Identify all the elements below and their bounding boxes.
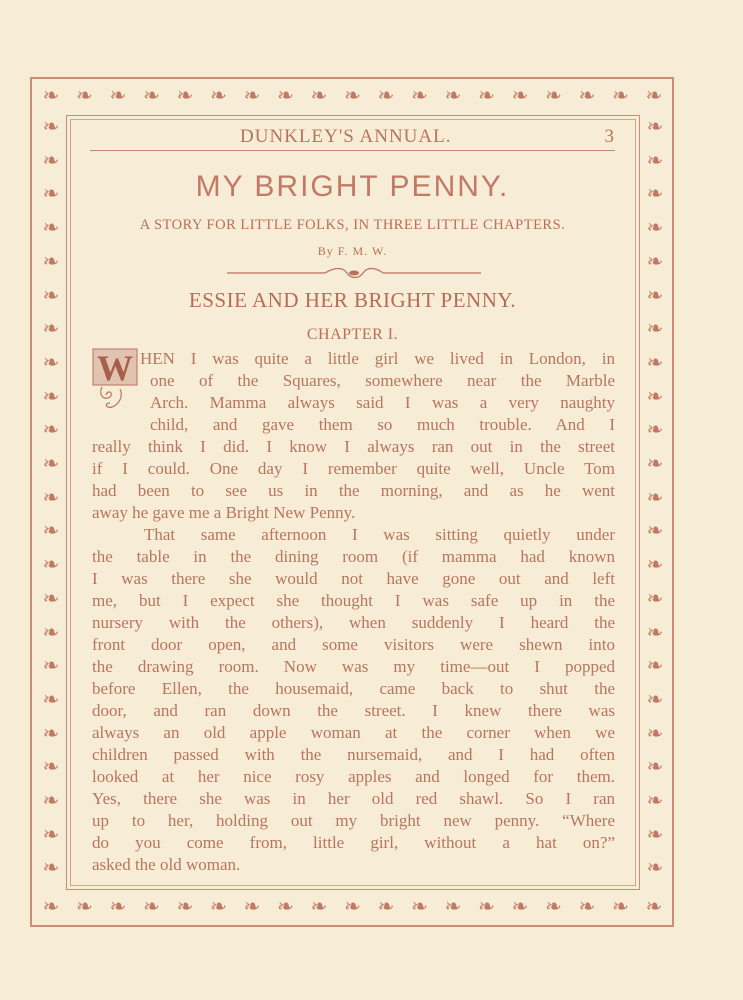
floral-vine-icon: ❧ [646,686,664,711]
floral-vine-icon: ❧ [76,83,93,107]
floral-vine-icon: ❧ [243,894,261,918]
floral-vine-icon: ❧ [444,894,462,918]
floral-vine-icon: ❧ [511,894,529,918]
floral-vine-icon: ❧ [42,653,60,678]
floral-vine-icon: ❧ [310,894,328,918]
floral-vine-icon: ❧ [646,114,664,138]
floral-vine-icon: ❧ [478,83,495,107]
floral-vine-icon: ❧ [109,894,127,918]
floral-vine-icon: ❧ [42,821,60,846]
floral-vine-icon: ❧ [42,349,60,374]
floral-vine-icon: ❧ [42,215,60,240]
floral-vine-icon: ❧ [42,484,60,509]
head-rule [90,150,615,151]
floral-vine-icon: ❧ [42,383,60,408]
floral-vine-icon: ❧ [42,894,60,918]
floral-vine-icon: ❧ [646,316,664,341]
floral-vine-icon: ❧ [42,83,60,107]
floral-vine-icon: ❧ [42,518,60,543]
floral-vine-icon: ❧ [377,894,395,918]
floral-vine-icon: ❧ [646,282,664,307]
floral-vine-icon: ❧ [344,894,361,918]
flourish-divider-icon [225,266,483,280]
floral-vine-icon: ❧ [42,114,60,138]
floral-vine-icon: ❧ [646,788,664,812]
floral-vine-icon: ❧ [646,484,664,509]
floral-vine-icon: ❧ [143,83,160,107]
floral-vine-icon: ❧ [646,552,664,577]
floral-vine-icon: ❧ [76,894,93,918]
floral-vine-icon: ❧ [612,894,629,918]
floral-vine-icon: ❧ [42,451,60,475]
floral-vine-icon: ❧ [42,720,60,745]
chapter-heading: CHAPTER I. [306,326,399,343]
floral-vine-icon: ❧ [377,83,395,107]
text-line: door, and ran down the street. I knew there was [92,701,615,720]
floral-vine-icon: ❧ [646,585,664,610]
floral-vine-icon: ❧ [42,316,60,341]
text-line: child, and gave them so much trouble. And I [150,415,615,434]
text-line: nursery with the others), when suddenly I heard the [92,613,615,632]
text-line: before Ellen, the housemaid, came back to shut the [92,679,615,698]
floral-vine-icon: ❧ [646,754,664,779]
floral-vine-icon: ❧ [545,894,562,918]
floral-vine-icon: ❧ [646,821,664,846]
floral-vine-icon: ❧ [42,585,60,610]
drop-cap-letter: W [97,348,133,388]
floral-vine-icon: ❧ [646,181,664,206]
text-line: Yes, there she was in her old red shawl. So I ran [92,789,615,808]
floral-vine-icon: ❧ [42,754,60,779]
floral-vine-icon: ❧ [42,282,60,307]
floral-vine-icon: ❧ [511,83,529,107]
floral-vine-icon: ❧ [612,83,629,107]
floral-vine-icon: ❧ [646,215,664,240]
text-line: one of the Squares, somewhere near the Marble [150,371,615,390]
text-line: Arch. Mamma always said I was a very naughty [150,393,615,412]
floral-vine-icon: ❧ [578,894,596,918]
text-line: really think I did. I know I always ran out in the street [92,437,615,456]
text-line: always an old apple woman at the corner when we [92,723,615,742]
text-line: children passed with the nursemaid, and I had often [92,745,615,764]
page-number: 3 [604,126,615,147]
floral-vine-icon: ❧ [176,894,194,918]
floral-vine-icon: ❧ [411,83,428,107]
floral-vine-icon: ❧ [42,552,60,577]
floral-vine-icon: ❧ [210,894,227,918]
story-byline: By F. M. W. [317,244,388,258]
floral-vine-icon: ❧ [143,894,160,918]
floral-vine-icon: ❧ [646,855,664,880]
floral-vine-icon: ❧ [176,83,194,107]
floral-vine-icon: ❧ [646,518,664,543]
text-line: me, but I expect she thought I was safe up in the [92,591,615,610]
floral-vine-icon: ❧ [42,248,60,273]
text-line: up to her, holding out my bright new penny. “Where [92,811,615,830]
floral-vine-icon: ❧ [277,894,294,918]
paragraph-1 [92,348,615,524]
floral-vine-icon: ❧ [42,147,60,172]
text-line: the table in the dining room (if mamma had known [92,547,615,566]
floral-vine-icon: ❧ [444,83,462,107]
running-head-title: DUNKLEY'S ANNUAL. [240,126,452,147]
floral-vine-icon: ❧ [109,83,127,107]
text-line: I was there she would not have gone out and left [92,569,615,588]
text-line: if I could. One day I remember quite well, Uncle Tom [92,459,615,478]
floral-vine-icon: ❧ [646,147,664,172]
floral-vine-icon: ❧ [646,349,664,374]
floral-vine-icon: ❧ [210,83,227,107]
floral-vine-icon: ❧ [478,894,495,918]
floral-vine-icon: ❧ [344,83,361,107]
floral-vine-icon: ❧ [42,788,60,812]
text-line: asked the old woman. [92,855,241,874]
floral-vine-icon: ❧ [545,83,562,107]
story-title: MY BRIGHT PENNY. [195,170,510,203]
floral-vine-icon: ❧ [277,83,294,107]
floral-vine-icon: ❧ [42,855,60,880]
text-line: That same afternoon I was sitting quietly under [144,525,615,544]
floral-vine-icon: ❧ [42,686,60,711]
floral-vine-icon: ❧ [243,83,261,107]
text-line: had been to see us in the morning, and as he went [92,481,615,500]
floral-vine-icon: ❧ [646,383,664,408]
floral-vine-icon: ❧ [646,417,664,442]
floral-vine-icon: ❧ [42,417,60,442]
floral-vine-icon: ❧ [411,894,428,918]
story-subtitle: A STORY FOR LITTLE FOLKS, IN THREE LITTLE CHAPTERS. [139,217,566,233]
floral-vine-icon: ❧ [645,894,663,918]
floral-vine-icon: ❧ [646,653,664,678]
floral-vine-icon: ❧ [645,83,663,107]
floral-vine-icon: ❧ [578,83,596,107]
floral-vine-icon: ❧ [646,720,664,745]
floral-vine-icon: ❧ [646,451,664,475]
floral-vine-icon: ❧ [42,619,60,644]
text-line: the drawing room. Now was my time—out I popped [92,657,615,676]
floral-vine-icon: ❧ [310,83,328,107]
floral-vine-icon: ❧ [646,619,664,644]
text-line: HEN I was quite a little girl we lived in London, in [140,349,615,368]
text-line: looked at her nice rosy apples and longed for them. [92,767,615,786]
text-line: away he gave me a Bright New Penny. [92,503,356,522]
floral-vine-icon: ❧ [646,248,664,273]
section-title: ESSIE AND HER BRIGHT PENNY. [188,288,517,312]
floral-vine-icon: ❧ [42,181,60,206]
paragraph-2 [92,524,615,876]
text-line: front door open, and some visitors were shewn into [92,635,615,654]
text-line: do you come from, little girl, without a hat on?” [92,833,615,852]
